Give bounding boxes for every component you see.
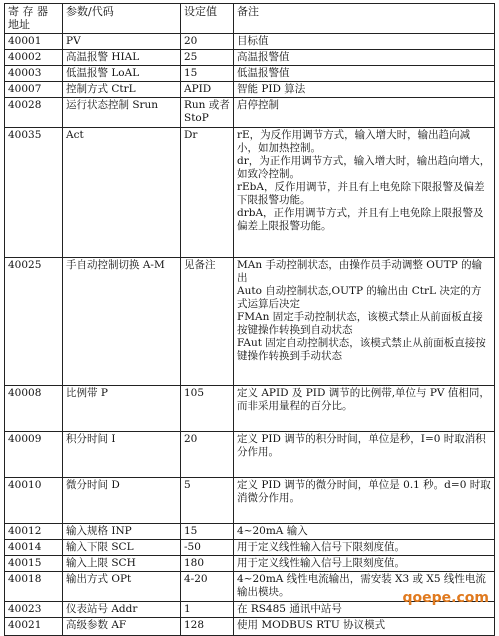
- cell-param: 比例带 P: [63, 386, 181, 432]
- note-line: 定义 PID 调节的积分时间，单位是秒，I=0 时取消积分作用。: [237, 433, 486, 458]
- cell-param: 控制方式 CtrL: [63, 82, 181, 98]
- table-row: [5, 618, 495, 636]
- cell-note: [234, 618, 495, 636]
- cell-address: 40002: [5, 50, 63, 66]
- cell-note: [234, 66, 495, 82]
- table-row: [5, 258, 495, 386]
- table-row: [5, 556, 495, 572]
- cell-note: [234, 258, 495, 386]
- cell-param: 输出方式 OPt: [63, 572, 181, 602]
- cell-address: 40035: [5, 128, 63, 258]
- note-line: 目标值: [237, 35, 269, 47]
- note-line: 使用 MODBUS RTU 协议模式: [237, 619, 386, 631]
- cell-address: 40012: [5, 524, 63, 540]
- table-row: [5, 98, 495, 128]
- note-line: dr，为正作用调节方式，输入增大时，输出趋向增大，如致冷控制。: [237, 155, 491, 180]
- cell-value: 20: [181, 34, 234, 50]
- note-line: 用于定义线性输入信号下限刻度值。: [237, 541, 405, 553]
- note-line: 智能 PID 算法: [237, 83, 306, 95]
- cell-note: [234, 34, 495, 50]
- cell-value: 180: [181, 556, 234, 572]
- cell-param: PV: [63, 34, 181, 50]
- table-row: [5, 524, 495, 540]
- cell-value: 105: [181, 386, 234, 432]
- watermark: qoepe.com: [402, 590, 489, 606]
- header-note: 备注: [234, 4, 495, 34]
- cell-address: 40007: [5, 82, 63, 98]
- cell-value: APID: [181, 82, 234, 98]
- note-line: 启停控制: [237, 99, 279, 111]
- cell-address: 40028: [5, 98, 63, 128]
- note-line: Auto 自动控制状态,OUTP 的输出由 CtrL 决定的方式运算后决定: [237, 285, 482, 310]
- cell-address: 40010: [5, 478, 63, 524]
- table-row: [5, 66, 495, 82]
- cell-value: 见备注: [181, 258, 234, 386]
- header-value: 设定值: [181, 4, 234, 34]
- note-line: FMAn 固定手动控制状态，该模式禁止从前面板直接按键操作转换到自动状态: [237, 311, 483, 336]
- cell-note: [234, 50, 495, 66]
- cell-value: 128: [181, 618, 234, 636]
- cell-value: Run 或者 StoP: [181, 98, 234, 128]
- note-line: FAut 固定自动控制状态，该模式禁止从前面板直接按键操作转换到手动状态: [237, 337, 486, 362]
- cell-address: 40008: [5, 386, 63, 432]
- cell-value: 4-20: [181, 572, 234, 602]
- table-row: [5, 50, 495, 66]
- cell-value: 25: [181, 50, 234, 66]
- header-row: [5, 4, 495, 34]
- cell-address: 40021: [5, 618, 63, 636]
- cell-param: 输入下限 SCL: [63, 540, 181, 556]
- cell-value: 15: [181, 524, 234, 540]
- table-row: [5, 432, 495, 478]
- cell-param: 输入上限 SCH: [63, 556, 181, 572]
- cell-param: 高级参数 AF: [63, 618, 181, 636]
- note-line: 4~20mA 输入: [237, 525, 308, 537]
- note-line: 在 RS485 通讯中站号: [237, 603, 342, 615]
- note-line: 定义 PID 调节的微分时间，单位是 0.1 秒。d=0 时取消微分作用。: [237, 479, 491, 504]
- table-row: [5, 540, 495, 556]
- cell-value: 1: [181, 602, 234, 618]
- cell-address: 40009: [5, 432, 63, 478]
- cell-address: 40025: [5, 258, 63, 386]
- cell-param: 低温报警 LoAL: [63, 66, 181, 82]
- header-address: 寄 存 器 地址: [5, 4, 63, 34]
- cell-note: [234, 432, 495, 478]
- cell-param: 积分时间 I: [63, 432, 181, 478]
- table-row: [5, 34, 495, 50]
- note-line: rEbA，反作用调节，并且有上电免除下限报警及偏差下限报警功能。: [237, 181, 485, 206]
- note-line: 高温报警值: [237, 51, 290, 63]
- cell-value: 15: [181, 66, 234, 82]
- cell-address: 40014: [5, 540, 63, 556]
- cell-note: [234, 128, 495, 258]
- cell-param: Act: [63, 128, 181, 258]
- note-line: 定义 APID 及 PID 调节的比例带,单位与 PV 值相同，而非采用量程的百分比。: [237, 387, 490, 412]
- cell-note: [234, 98, 495, 128]
- table-row: [5, 82, 495, 98]
- header-param: 参数/代码: [63, 4, 181, 34]
- note-line: 低温报警值: [237, 67, 290, 79]
- note-line: MAn 手动控制状态，由操作员手动调整 OUTP 的输出: [237, 259, 483, 284]
- cell-note: [234, 540, 495, 556]
- cell-note: [234, 82, 495, 98]
- note-line: 用于定义线性输入信号上限刻度值。: [237, 557, 405, 569]
- cell-value: -50: [181, 540, 234, 556]
- cell-param: 输入规格 INP: [63, 524, 181, 540]
- cell-note: [234, 524, 495, 540]
- note-line: rE，为反作用调节方式，输入增大时，输出趋向减小，如加热控制。: [237, 129, 471, 154]
- cell-note: [234, 556, 495, 572]
- cell-param: 仪表站号 Addr: [63, 602, 181, 618]
- cell-address: 40018: [5, 572, 63, 602]
- cell-address: 40001: [5, 34, 63, 50]
- cell-param: 微分时间 D: [63, 478, 181, 524]
- cell-param: 高温报警 HIAL: [63, 50, 181, 66]
- cell-address: 40015: [5, 556, 63, 572]
- cell-param: 运行状态控制 Srun: [63, 98, 181, 128]
- register-table: [4, 3, 495, 636]
- cell-note: [234, 386, 495, 432]
- table-row: [5, 386, 495, 432]
- note-line: drbA，正作用调节方式，并且有上电免除上限报警及偏差上限报警功能。: [237, 207, 484, 232]
- cell-address: 40023: [5, 602, 63, 618]
- note-line: 4~20mA 线性电流输出，需安装 X3 或 X5 线性电流输出模块。: [237, 573, 486, 598]
- cell-address: 40003: [5, 66, 63, 82]
- cell-param: 手自动控制切换 A-M: [63, 258, 181, 386]
- table-row: [5, 128, 495, 258]
- cell-note: [234, 478, 495, 524]
- cell-value: 20: [181, 432, 234, 478]
- cell-value: 5: [181, 478, 234, 524]
- cell-value: Dr: [181, 128, 234, 258]
- table-row: [5, 478, 495, 524]
